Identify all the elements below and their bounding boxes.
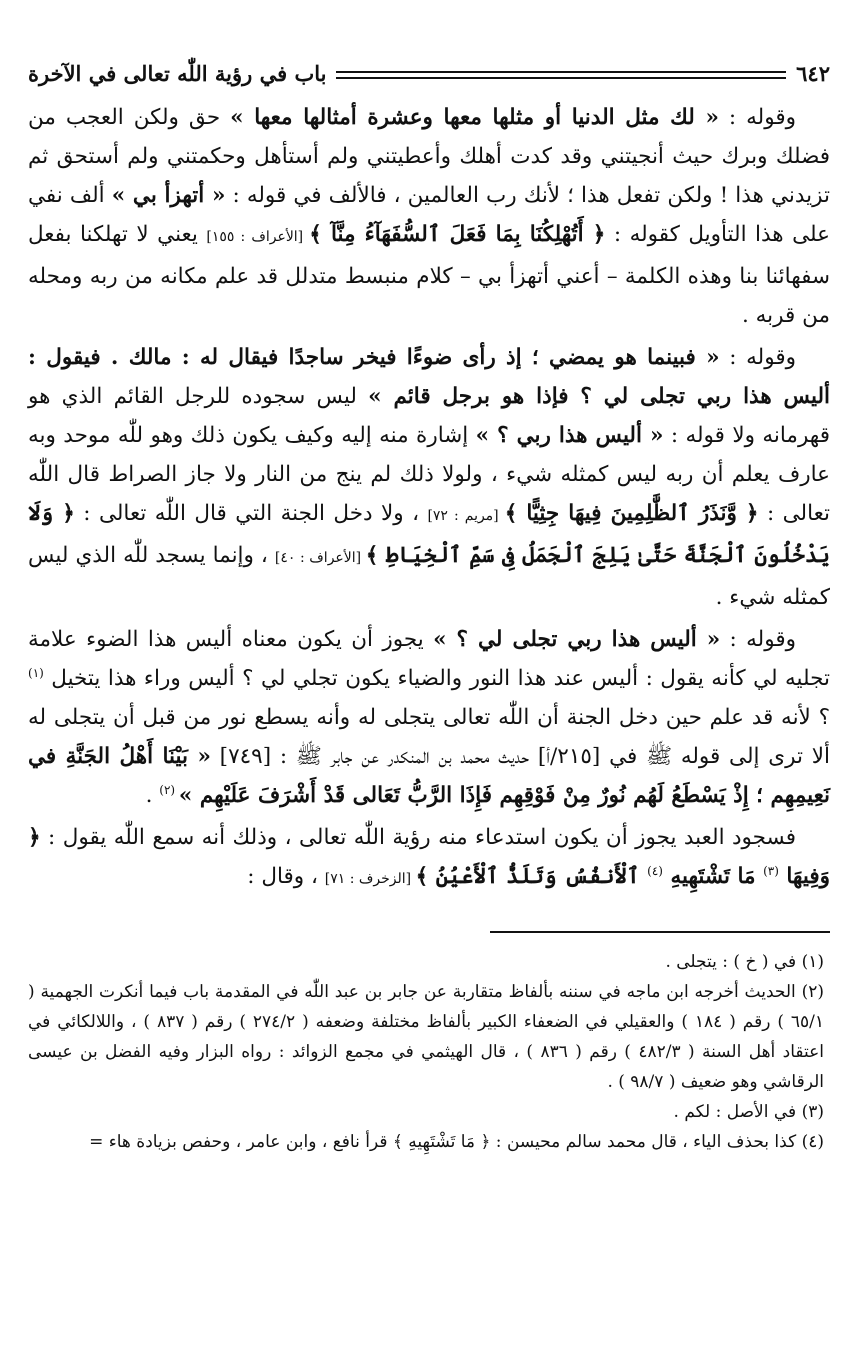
quran-verse: مَا تَشْتَهِيهِ xyxy=(662,864,764,889)
hadith-quote: « بَيْنَا أَهْلُ الجَنَّةِ في نَعِيمِهِم ؛ إِذْ يَسْطَعُ لَهُم نُورٌ مِنْ فَوْقِهِم فَإِذَا الرَّبُّ تَعَالى قَدْ أَشْرَفَ عَلَيْهِم » xyxy=(28,744,830,808)
footnote-marker[interactable]: (١) xyxy=(28,665,44,680)
verse-reference: [الأعراف : ١٥٥] xyxy=(206,229,310,245)
footnote-marker[interactable]: (٣) xyxy=(763,863,779,878)
footnote-separator xyxy=(490,931,830,933)
quran-verse: ﴿ أَتُهْلِكُنَا بِمَا فَعَلَ ٱلسُّفَهَآءُ مِنَّآ ﴾ xyxy=(309,222,606,247)
paragraph-text: . xyxy=(145,783,160,808)
page-number: ٦٤٢ xyxy=(796,61,830,86)
paragraph-text: ليس سجوده للرجل القائم الذي هو قهرمانه ولا قوله : xyxy=(28,384,830,448)
paragraph-text: وقوله : xyxy=(718,105,796,130)
running-header xyxy=(28,58,830,90)
footnote-2: (٢) الحديث أخرجه ابن ماجه في سننه بألفاظ متقاربة عن جابر بن عبد اللّٰه في المقدمة باب فيما أنكرت الجهمية ( ٦٥/١ ) رقم ( ١٨٤ ) والعقيلي في الضعفاء الكبير بألفاظ مختلفة وضعفه ( ٢٧٤/٢ ) رقم ( ٨٣٧ ) ، واللالكائي في اعتقاد أهل السنة ( ٤٨٢/٣ ) رقم ( ٨٣٦ ) ، قال الهيثمي في مجمع الزوائد : رواه البزار وفيه الفضل بن عيسى الرقاشي وهو ضعيف ( ٩٨/٧ ) . xyxy=(28,982,825,1092)
footnote-4: (٤) كذا بحذف الياء ، قال محمد سالم محيسن : ﴿ مَا تَشْتَهِيهِ ﴾ قرأ نافع ، وابن عامر ، وحفص بزيادة هاء = xyxy=(89,1132,824,1152)
paragraph-text: ، ولا دخل الجنة التي قال اللّٰه تعالى : xyxy=(74,501,428,526)
chapter-title: باب في رؤية اللّٰه تعالى في الآخرة xyxy=(28,61,327,86)
paragraph-4 xyxy=(28,818,830,899)
hadith-quote: « أليس هذا ربي ؟ » xyxy=(475,423,664,448)
quran-verse: ﴿ وَفِيهَا xyxy=(28,825,830,889)
verse-reference: [الأعراف : ٤٠] xyxy=(274,550,366,566)
verse-reference: [مريم : ٧٢] xyxy=(427,508,505,524)
paragraph-1 xyxy=(28,98,830,335)
paragraph-3 xyxy=(28,620,830,815)
paragraph-text: فسجود العبد يجوز أن يكون استدعاء منه رؤية اللّٰه تعالى ، وذلك أنه سمع اللّٰه يقول : xyxy=(40,825,796,850)
footnote-marker[interactable]: (٢) xyxy=(159,782,179,797)
main-text xyxy=(28,98,830,899)
quran-verse: ﴿ وَلَا يَدْخُلُونَ ٱلْجَنَّةَ حَتَّىٰ يَلِجَ ٱلْجَمَلُ فِى سَمِّ ٱلْخِيَاطِ ﴾ xyxy=(28,501,831,568)
paragraph-text: ، وإنما يسجد للّٰه الذي ليس كمثله شيء . xyxy=(28,543,830,610)
paragraph-text: ألف نفي على هذا التأويل كقوله : xyxy=(28,183,830,247)
footnotes xyxy=(28,947,830,1157)
paragraph-text: ، وقال : xyxy=(247,864,325,889)
hadith-quote: « لك مثل الدنيا أو مثلها معها وعشرة أمثالها معها » xyxy=(230,105,719,130)
paragraph-text: يجوز أن يكون معناه أليس هذا الضوء علامة تجليه لي كأنه يقول : أليس عند هذا النور والضياء يكون تجلي لي ؟ أليس وراء هذا يتخيل xyxy=(28,627,830,691)
footnote-marker[interactable]: (٤) xyxy=(647,863,663,878)
header-double-rule xyxy=(336,71,786,79)
paragraph-2 xyxy=(28,338,830,617)
paragraph-text: حق ولكن العجب من فضلك وبرك حيث أنجيتني وقد كدت أهلك وأعطيتني ولم أستأهل وحكمتني ولم أستحق ثم تزيدني هذا ! ولكن تفعل هذا ؛ لأنك رب العالمين ، فالألف في قوله : xyxy=(28,105,830,208)
hadith-quote: « أتهزأ بي » xyxy=(111,183,226,208)
quran-verse: ٱلْأَنفُسُ وَتَلَذُّ ٱلْأَعْيُنُ ﴾ xyxy=(415,864,648,889)
hadith-quote: « فبينما هو يمضي ؛ إذ رأى ضوءًا فيخر ساجدًا فيقال له : مالك . فيقول : أليس هذا ربي تجلى لي ؟ فإذا هو برجل قائم » xyxy=(28,345,830,409)
footnote-3: (٣) في الأصل : لكم . xyxy=(673,1102,824,1122)
paragraph-text: يعني لا تهلكنا بفعل سفهائنا بنا وهذه الكلمة – أعني أتهزأ بي – كلام منبسط متدلل قد علم مكانه من ربه ومحله من قربه . xyxy=(28,222,830,328)
verse-reference: [الزخرف : ٧١] xyxy=(324,871,416,887)
paragraph-text: وقوله : xyxy=(719,345,796,370)
quran-verse: ﴿ وَّنَذَرُ ٱلظَّٰلِمِينَ فِيهَا جِثِيًّا ﴾ xyxy=(504,501,759,526)
paragraph-text: ؟ لأنه قد علم حين دخل الجنة أن اللّٰه تعالى يتجلى له وأنه يسطع نور من قبل أن يتجلى له ألا ترى إلى قوله ﷺ في [٢١٥/أ] حديث محمد بن المنكدر عن جابر ﷺ : [٧٤٩] xyxy=(28,705,830,769)
paragraph-text: إشارة منه إليه وكيف يكون ذلك وهو للّٰه موحد وبه عارف يعلم أن ربه ليس كمثله شيء ، ولولا ذلك لم ينج من النار ولا جاز الصراط قال اللّٰه تعالى : xyxy=(28,423,831,526)
footnote-1: (١) في ( خ ) : يتجلى . xyxy=(665,952,824,972)
paragraph-text: وقوله : xyxy=(720,627,796,652)
hadith-quote: « أليس هذا ربي تجلى لي ؟ » xyxy=(433,627,721,652)
